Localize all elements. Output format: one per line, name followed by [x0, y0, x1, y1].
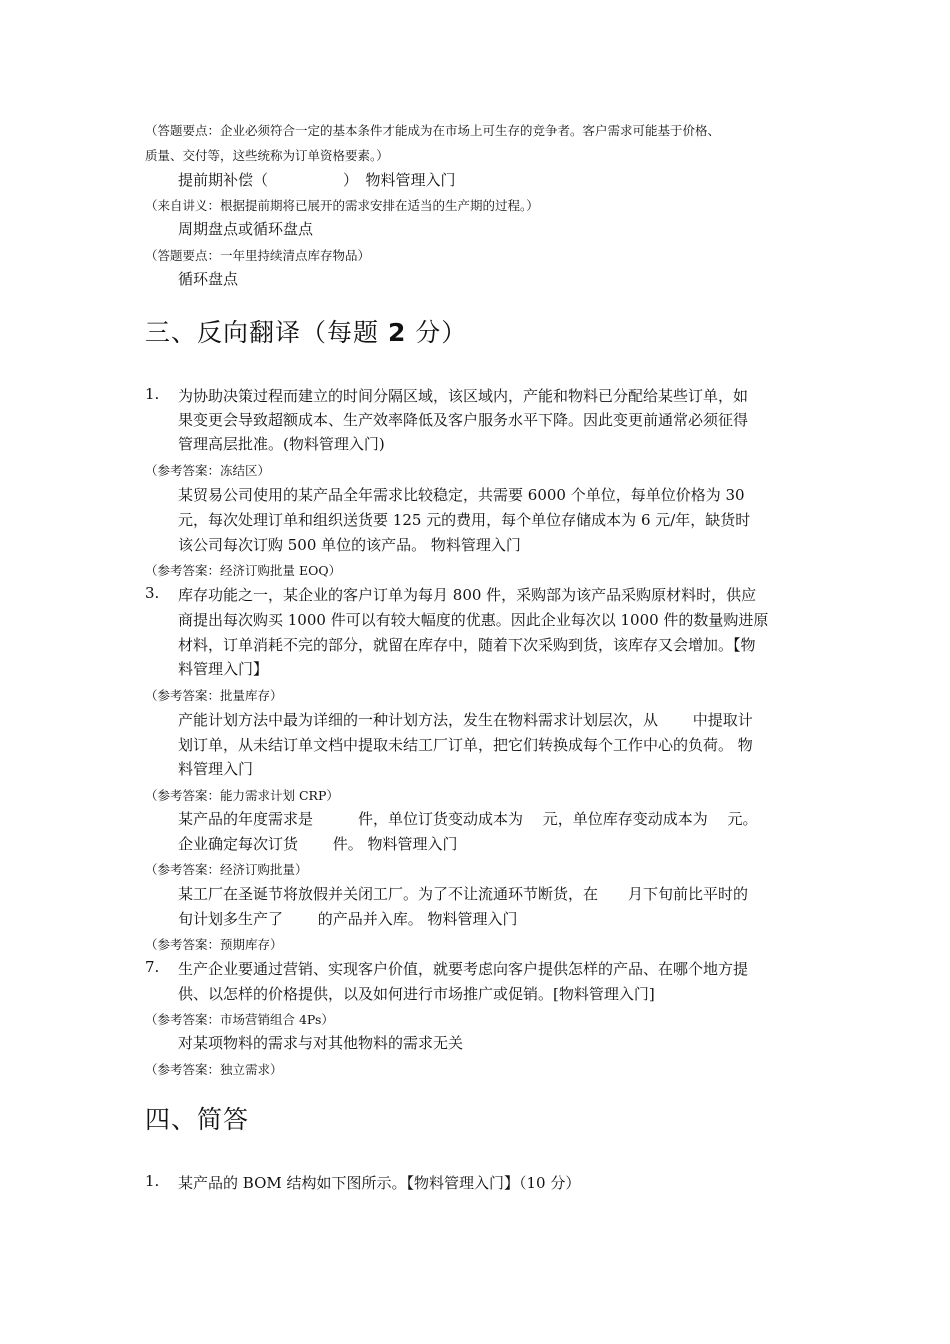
question-text: 料管理入门】 [178, 660, 269, 678]
answer-note: （参考答案：冻结区） [145, 463, 271, 478]
question-text: 管理高层批准。(物料管理入门) [178, 435, 385, 453]
answer-note: （参考答案：能力需求计划 CRP） [145, 788, 339, 803]
question-text: 某产品的年度需求是 件，单位订货变动成本为 元，单位库存变动成本为 元。 [178, 810, 758, 828]
question-text: 料管理入门 [178, 760, 254, 778]
question-text: 旬计划多生产了 的产品并入库。 物料管理入门 [178, 910, 518, 928]
question-text: 产能计划方法中最为详细的一种计划方法，发生在物料需求计划层次，从 中提取计 [178, 711, 753, 729]
question-number: 3. [145, 584, 160, 602]
question-text: 元，每次处理订单和组织送货要 125 元的费用，每个单位存储成本为 6 元/年，缺货时 [178, 511, 751, 529]
question-text: 某贸易公司使用的某产品全年需求比较稳定，共需要 6000 个单位，每单位价格为 30 [178, 486, 745, 504]
question-text: 供、以怎样的价格提供，以及如何进行市场推广或促销。[物料管理入门] [178, 985, 655, 1003]
question-text: 材料，订单消耗不完的部分，就留在库存中，随着下次采购到货，该库存又会增加。【物 [178, 636, 756, 654]
answer-note: （参考答案：市场营销组合 4Ps） [145, 1012, 334, 1027]
term-line: 提前期补偿（ ） 物料管理入门 [178, 171, 456, 189]
question-text: 库存功能之一，某企业的客户订单为每月 800 件，采购部为该产品采购原材料时，供应 [178, 586, 757, 604]
answer-note: （参考答案：预期库存） [145, 937, 283, 952]
question-text: 生产企业要通过营销、实现客户价值，就要考虑向客户提供怎样的产品、在哪个地方提 [178, 960, 749, 978]
question-text: 为协助决策过程而建立的时间分隔区域，该区域内，产能和物料已分配给某些订单，如 [178, 387, 749, 405]
answer-note: 质量、交付等，这些统称为订单资格要素。） [145, 148, 389, 163]
question-text: 对某项物料的需求与对其他物料的需求无关 [178, 1034, 464, 1052]
answer-note: （参考答案：经济订购批量 EOQ） [145, 563, 342, 578]
term-line: 周期盘点或循环盘点 [178, 220, 314, 238]
question-text: 果变更会导致超额成本、生产效率降低及客户服务水平下降。因此变更前通常必须征得 [178, 411, 749, 429]
question-number: 1. [145, 385, 160, 403]
question-text: 该公司每次订购 500 单位的该产品。 物料管理入门 [178, 536, 521, 554]
question-text: 企业确定每次订货 件。 物料管理入门 [178, 835, 458, 853]
answer-note: （参考答案：批量库存） [145, 688, 283, 703]
question-text: 某工厂在圣诞节将放假并关闭工厂。为了不让流通环节断货，在 月下旬前比平时的 [178, 885, 749, 903]
question-text: 划订单，从未结订单文档中提取未结工厂订单，把它们转换成每个工作中心的负荷。 物 [178, 736, 753, 754]
answer-note: （参考答案：独立需求） [145, 1062, 283, 1077]
question-number: 1. [145, 1172, 160, 1190]
answer-note: （答题要点：一年里持续清点库存物品） [145, 248, 371, 263]
question-number: 7. [145, 958, 160, 976]
answer-note: （来自讲义：根据提前期将已展开的需求安排在适当的生产期的过程。） [145, 198, 539, 213]
answer-note: （答题要点：企业必须符合一定的基本条件才能成为在市场上可生存的竞争者。客户需求可能基于价格、 [145, 123, 721, 138]
answer-note: （参考答案：经济订购批量） [145, 862, 308, 877]
question-text: 商提出每次购买 1000 件可以有较大幅度的优惠。因此企业每次以 1000 件的数量购进原 [178, 611, 769, 629]
term-line: 循环盘点 [178, 270, 239, 288]
question-text: 某产品的 BOM 结构如下图所示。【物料管理入门】（10 分） [178, 1174, 581, 1192]
section-heading: 四、简答 [145, 1105, 250, 1134]
section-heading: 三、反向翻译（每题 2 分） [145, 318, 468, 347]
